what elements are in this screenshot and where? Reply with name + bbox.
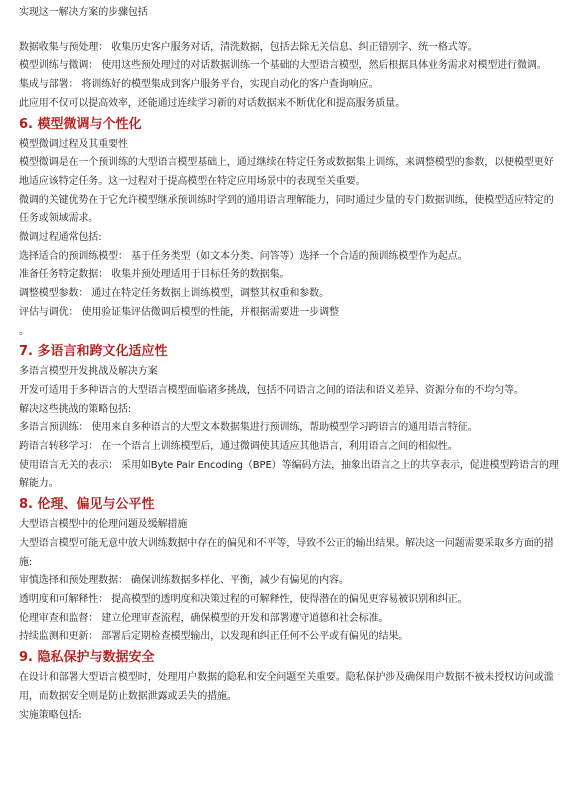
paragraph: 调整模型参数： 通过在特定任务数据上训练模型，调整其权重和参数。 [19, 288, 329, 300]
paragraph: 在设计和部署大型语言模型时，处理用户数据的隐私和安全问题至关重要。隐私保护涉及确保用户数据不被未授权访问或滥用，而数据安全则是防止数据泄露或丢失的措施。 [19, 672, 554, 702]
section-heading: 9. 隐私保护与数据安全 [19, 650, 155, 666]
paragraph: 选择适合的预训练模型： 基于任务类型（如文本分类、问答等）选择一个合适的预训练模型作为起点。 [19, 250, 468, 262]
paragraph: 评估与调优： 使用验证集评估微调后模型的性能，并根据需要进一步调整 [19, 306, 339, 318]
section-heading: 6. 模型微调与个性化 [19, 116, 142, 132]
paragraph: 多语言模型开发挑战及解决方案 [19, 366, 158, 378]
paragraph: 大型语言模型中的伦理问题及缓解措施 [19, 519, 188, 531]
paragraph: 实施策略包括: [19, 709, 82, 721]
paragraph: 微调过程通常包括: [19, 232, 102, 244]
paragraph: 开发可适用于多种语言的大型语言模型面临诸多挑战，包括不同语言之间的语法和语义差异、资源分布的不均匀等。 [19, 384, 524, 396]
paragraph: 透明度和可解释性： 提高模型的透明度和决策过程的可解释性，使得潜在的偏见更容易被识别和纠正。 [19, 593, 468, 605]
section-heading: 8. 伦理、偏见与公平性 [19, 497, 155, 513]
step-item: 集成与部署： 将训练好的模型集成到客户服务平台，实现自动化的客户查询响应。 [19, 79, 379, 91]
section-9 [19, 647, 559, 725]
step-item: 此应用不仅可以提高效率，还能通过连续学习新的对话数据来不断优化和提高服务质量。 [19, 97, 406, 109]
section-heading: 7. 多语言和跨文化适应性 [19, 344, 168, 360]
paragraph: 持续监测和更新： 部署后定期检查模型输出，以发现和纠正任何不公平或有偏见的结果。 [19, 631, 409, 643]
paragraph: 模型微调是在一个预训练的大型语言模型基础上，通过继续在特定任务或数据集上训练，来调整模型的参数，以便模型更好地适应该特定任务。这一过程对于提高模型在特定应用场景中的表现至关重要。 [19, 157, 554, 187]
paragraph: 伦理审查和监督： 建立伦理审查流程，确保模型的开发和部署遵守道德和社会标准。 [19, 612, 389, 624]
paragraph: 跨语言转移学习： 在一个语言上训练模型后，通过微调使其适应其他语言，利用语言之间的相似性。 [19, 441, 458, 453]
paragraph: 审慎选择和预处理数据： 确保训练数据多样化、平衡，减少有偏见的内容。 [19, 575, 349, 587]
paragraph: 解决这些挑战的策略包括: [19, 403, 132, 415]
section-6 [19, 114, 559, 342]
paragraph: 微调的关键优势在于它允许模型继承预训练时学到的通用语言理解能力，同时通过少量的专门数据训练，使模型适应特定的任务或领域需求。 [19, 194, 554, 225]
paragraph: 多语言预训练： 使用来自多种语言的大型文本数据集进行预训练，帮助模型学习跨语言的通用语言特征。 [19, 422, 478, 434]
section-8 [19, 494, 559, 647]
paragraph: 。 [19, 325, 29, 337]
intro-text: 实现这一解决方案的步骤包括 [19, 7, 148, 18]
paragraph: 准备任务特定数据： 收集并预处理适用于目标任务的数据集。 [19, 269, 290, 281]
paragraph: 使用语言无关的表示： 采用如Byte Pair Encoding（BPE）等编码方法，抽象出语言之上的共享表示，促进模型跨语言的理解能力。 [19, 459, 559, 490]
step-item: 数据收集与预处理： 收集历史客户服务对话，清洗数据，包括去除无关信息、纠正错别字、统一格式等。 [19, 41, 478, 53]
steps-block [19, 39, 559, 114]
section-7 [19, 341, 559, 494]
paragraph: 大型语言模型可能无意中放大训练数据中存在的偏见和不平等，导致不公正的输出结果。解决这一问题需要采取多方面的措施: [19, 537, 554, 568]
step-item: 模型训练与微调： 使用这些预处理过的对话数据训练一个基础的大型语言模型，然后根据具体业务需求对模型进行微调。 [19, 60, 547, 72]
paragraph: 模型微调过程及其重要性 [19, 138, 128, 150]
